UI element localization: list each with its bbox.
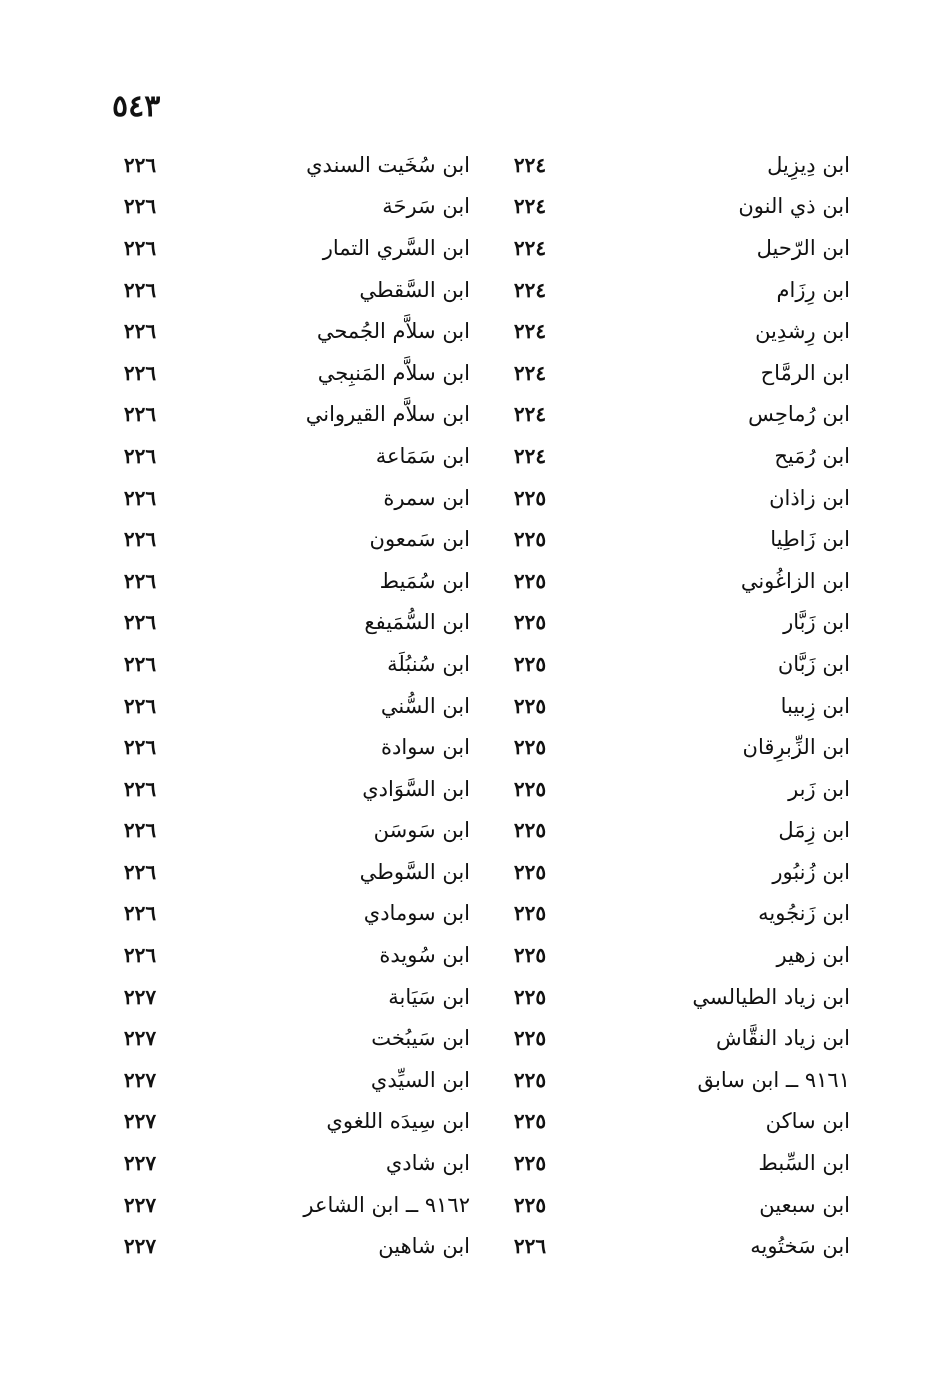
- entry-name: ابن زياد الطيالسي: [692, 984, 850, 1009]
- entry-name: ابن الزِّبرِقان: [742, 735, 850, 760]
- index-entry: [110, 144, 470, 186]
- index-entry: [110, 851, 470, 893]
- entry-page-number: ٢٢٥: [513, 776, 547, 801]
- index-entry: [110, 394, 470, 436]
- index-entry: [500, 643, 850, 685]
- entry-page-number: ٢٢٧: [123, 1192, 157, 1217]
- entry-name: ابن زِمَل: [778, 818, 850, 843]
- entry-name: ابن السُّني: [380, 693, 470, 718]
- entry-page-number: ٢٢٥: [513, 651, 547, 676]
- entry-name: ابن سَيبُخت: [371, 1026, 470, 1051]
- entry-name: ابن سَيَابة: [388, 984, 470, 1009]
- index-entry: [110, 602, 470, 644]
- index-entry: [500, 685, 850, 727]
- index-entry: [500, 1225, 850, 1267]
- entry-name: ابن ساكن: [765, 1109, 850, 1134]
- entry-name: ابن السِّبط: [758, 1151, 850, 1176]
- entry-page-number: ٢٢٦: [123, 651, 157, 676]
- entry-page-number: ٢٢٥: [513, 943, 547, 968]
- entry-page-number: ٢٢٤: [513, 277, 547, 302]
- index-entry: [110, 810, 470, 852]
- entry-page-number: ٢٢٦: [123, 776, 157, 801]
- entry-page-number: ٢٢٥: [513, 859, 547, 884]
- index-entry: [110, 186, 470, 228]
- entry-page-number: ٢٢٦: [123, 901, 157, 926]
- entry-page-number: ٢٢٤: [513, 152, 547, 177]
- entry-name: ابن سلاَّم الجُمحي: [316, 319, 470, 344]
- index-entry: [110, 934, 470, 976]
- entry-page-number: ٢٢٦: [513, 1234, 547, 1259]
- index-entry: [110, 1059, 470, 1101]
- entry-name: ابن زَبر: [788, 776, 850, 801]
- entry-page-number: ٢٢٥: [513, 1192, 547, 1217]
- index-entry: [110, 518, 470, 560]
- index-entry: [500, 934, 850, 976]
- entry-page-number: ٢٢٤: [513, 235, 547, 260]
- entry-page-number: ٢٢٤: [513, 319, 547, 344]
- entry-name: ابن سَمعون: [369, 527, 470, 552]
- index-entry: [500, 1101, 850, 1143]
- index-entry: [110, 477, 470, 519]
- entry-page-number: ٢٢٥: [513, 1109, 547, 1134]
- entry-page-number: ٢٢٧: [123, 984, 157, 1009]
- entry-name: ابن رِزَام: [776, 277, 850, 302]
- entry-name: ابن الرّحيل: [756, 235, 850, 260]
- entry-name: ابن الزاغُوني: [740, 568, 850, 593]
- entry-name: ابن السَّقطي: [359, 277, 470, 302]
- entry-name: ٩١٦١ ــ ابن سابق: [697, 1067, 850, 1092]
- entry-name: ابن زياد النقَّاش: [716, 1026, 850, 1051]
- entry-name: ابن زهير: [776, 943, 850, 968]
- entry-page-number: ٢٢٥: [513, 568, 547, 593]
- index-entry: [500, 435, 850, 477]
- entry-name: ابن سبعين: [759, 1192, 850, 1217]
- entry-page-number: ٢٢٧: [123, 1026, 157, 1051]
- entry-name: ابن زَنجُويه: [758, 901, 850, 926]
- index-column-right: [500, 144, 850, 1267]
- index-entry: [500, 394, 850, 436]
- entry-page-number: ٢٢٧: [123, 1109, 157, 1134]
- entry-page-number: ٢٢٧: [123, 1067, 157, 1092]
- entry-page-number: ٢٢٤: [513, 443, 547, 468]
- entry-page-number: ٢٢٥: [513, 693, 547, 718]
- entry-page-number: ٢٢٥: [513, 735, 547, 760]
- entry-name: ابن شادي: [385, 1151, 470, 1176]
- entry-name: ابن رُمَيح: [774, 443, 850, 468]
- index-entry: [110, 1225, 470, 1267]
- index-entry: [500, 186, 850, 228]
- index-entry: [110, 1142, 470, 1184]
- index-entry: [110, 726, 470, 768]
- entry-name: ابن السُّمَيفع: [364, 610, 470, 635]
- index-entry: [110, 227, 470, 269]
- entry-name: ابن الرمَّاح: [760, 360, 850, 385]
- entry-name: ابن ذي النون: [738, 194, 850, 219]
- index-entry: [110, 1017, 470, 1059]
- entry-page-number: ٢٢٥: [513, 984, 547, 1009]
- entry-name: ابن زُنبُور: [772, 859, 850, 884]
- entry-name: ابن سلاَّم القيرواني: [305, 402, 470, 427]
- entry-page-number: ٢٢٦: [123, 610, 157, 635]
- entry-page-number: ٢٢٤: [513, 402, 547, 427]
- entry-page-number: ٢٢٥: [513, 1151, 547, 1176]
- entry-name: ابن رِشدِين: [755, 319, 850, 344]
- index-entry: [500, 1017, 850, 1059]
- entry-name: ابن زَاطِيا: [770, 527, 850, 552]
- index-entry: [500, 1059, 850, 1101]
- entry-page-number: ٢٢٥: [513, 818, 547, 843]
- index-entry: [110, 435, 470, 477]
- index-entry: [500, 518, 850, 560]
- entry-name: ابن سُمَيط: [379, 568, 470, 593]
- entry-page-number: ٢٢٦: [123, 527, 157, 552]
- index-entry: [110, 643, 470, 685]
- entry-page-number: ٢٢٦: [123, 277, 157, 302]
- index-entry: [500, 851, 850, 893]
- index-entry: [500, 310, 850, 352]
- entry-page-number: ٢٢٥: [513, 1026, 547, 1051]
- index-entry: [500, 1142, 850, 1184]
- index-entry: [110, 352, 470, 394]
- index-entry: [110, 269, 470, 311]
- entry-page-number: ٢٢٥: [513, 610, 547, 635]
- entry-page-number: ٢٢٥: [513, 1067, 547, 1092]
- entry-name: ابن زِبيبا: [780, 693, 850, 718]
- entry-name: ابن سمرة: [383, 485, 470, 510]
- entry-name: ابن زَبَّار: [783, 610, 850, 635]
- entry-name: ابن سوادة: [381, 735, 470, 760]
- page-number: ٥٤٣: [112, 89, 161, 124]
- entry-page-number: ٢٢٧: [123, 1234, 157, 1259]
- index-entry: [500, 726, 850, 768]
- entry-page-number: ٢٢٦: [123, 235, 157, 260]
- index-column-left: [110, 144, 470, 1267]
- index-entry: [110, 1184, 470, 1226]
- name-index: [110, 144, 850, 1267]
- entry-page-number: ٢٢٧: [123, 1151, 157, 1176]
- entry-name: ابن سَرحَة: [382, 194, 470, 219]
- entry-name: ابن السَّوطي: [359, 859, 470, 884]
- index-entry: [500, 477, 850, 519]
- entry-page-number: ٢٢٦: [123, 319, 157, 344]
- entry-page-number: ٢٢٦: [123, 402, 157, 427]
- index-entry: [500, 269, 850, 311]
- index-entry: [500, 602, 850, 644]
- entry-name: ابن زَبَّان: [777, 651, 850, 676]
- entry-page-number: ٢٢٥: [513, 901, 547, 926]
- index-entry: [110, 976, 470, 1018]
- entry-name: ابن السَّري التمار: [322, 235, 470, 260]
- entry-page-number: ٢٢٦: [123, 943, 157, 968]
- entry-name: ابن شاهين: [378, 1234, 470, 1259]
- entry-page-number: ٢٢٦: [123, 194, 157, 219]
- index-entry: [500, 144, 850, 186]
- entry-name: ابن رُماحِس: [748, 402, 850, 427]
- entry-name: ابن سَوسَن: [373, 818, 470, 843]
- entry-name: ابن سُخَيت السندي: [306, 152, 470, 177]
- entry-name: ابن السَّوَادي: [362, 776, 470, 801]
- index-entry: [500, 1184, 850, 1226]
- index-entry: [110, 1101, 470, 1143]
- index-entry: [110, 310, 470, 352]
- entry-name: ابن سُويدة: [379, 943, 470, 968]
- entry-name: ابن دِيزِيل: [767, 152, 850, 177]
- index-entry: [110, 685, 470, 727]
- entry-page-number: ٢٢٤: [513, 360, 547, 385]
- index-entry: [500, 768, 850, 810]
- index-entry: [500, 810, 850, 852]
- entry-page-number: ٢٢٤: [513, 194, 547, 219]
- entry-page-number: ٢٢٦: [123, 485, 157, 510]
- entry-page-number: ٢٢٦: [123, 859, 157, 884]
- index-entry: [500, 352, 850, 394]
- entry-name: ابن سَختُويه: [750, 1234, 850, 1259]
- index-entry: [500, 227, 850, 269]
- index-entry: [500, 976, 850, 1018]
- index-entry: [110, 893, 470, 935]
- entry-name: ابن السيِّدي: [370, 1067, 470, 1092]
- entry-page-number: ٢٢٦: [123, 818, 157, 843]
- entry-page-number: ٢٢٦: [123, 735, 157, 760]
- entry-page-number: ٢٢٥: [513, 527, 547, 552]
- entry-name: ابن سومادي: [363, 901, 470, 926]
- entry-page-number: ٢٢٦: [123, 443, 157, 468]
- entry-name: ابن سلاَّم المَنبِجي: [317, 360, 470, 385]
- entry-name: ابن زاذان: [769, 485, 850, 510]
- entry-name: ابن سُنبُلَة: [387, 651, 470, 676]
- entry-page-number: ٢٢٦: [123, 568, 157, 593]
- entry-page-number: ٢٢٦: [123, 693, 157, 718]
- entry-page-number: ٢٢٦: [123, 360, 157, 385]
- index-entry: [110, 768, 470, 810]
- entry-name: ابن سِيدَه اللغوي: [326, 1109, 470, 1134]
- index-entry: [500, 560, 850, 602]
- entry-name: ٩١٦٢ ــ ابن الشاعر: [303, 1192, 470, 1217]
- entry-page-number: ٢٢٦: [123, 152, 157, 177]
- index-entry: [500, 893, 850, 935]
- entry-name: ابن سَمَاعة: [375, 443, 470, 468]
- entry-page-number: ٢٢٥: [513, 485, 547, 510]
- index-entry: [110, 560, 470, 602]
